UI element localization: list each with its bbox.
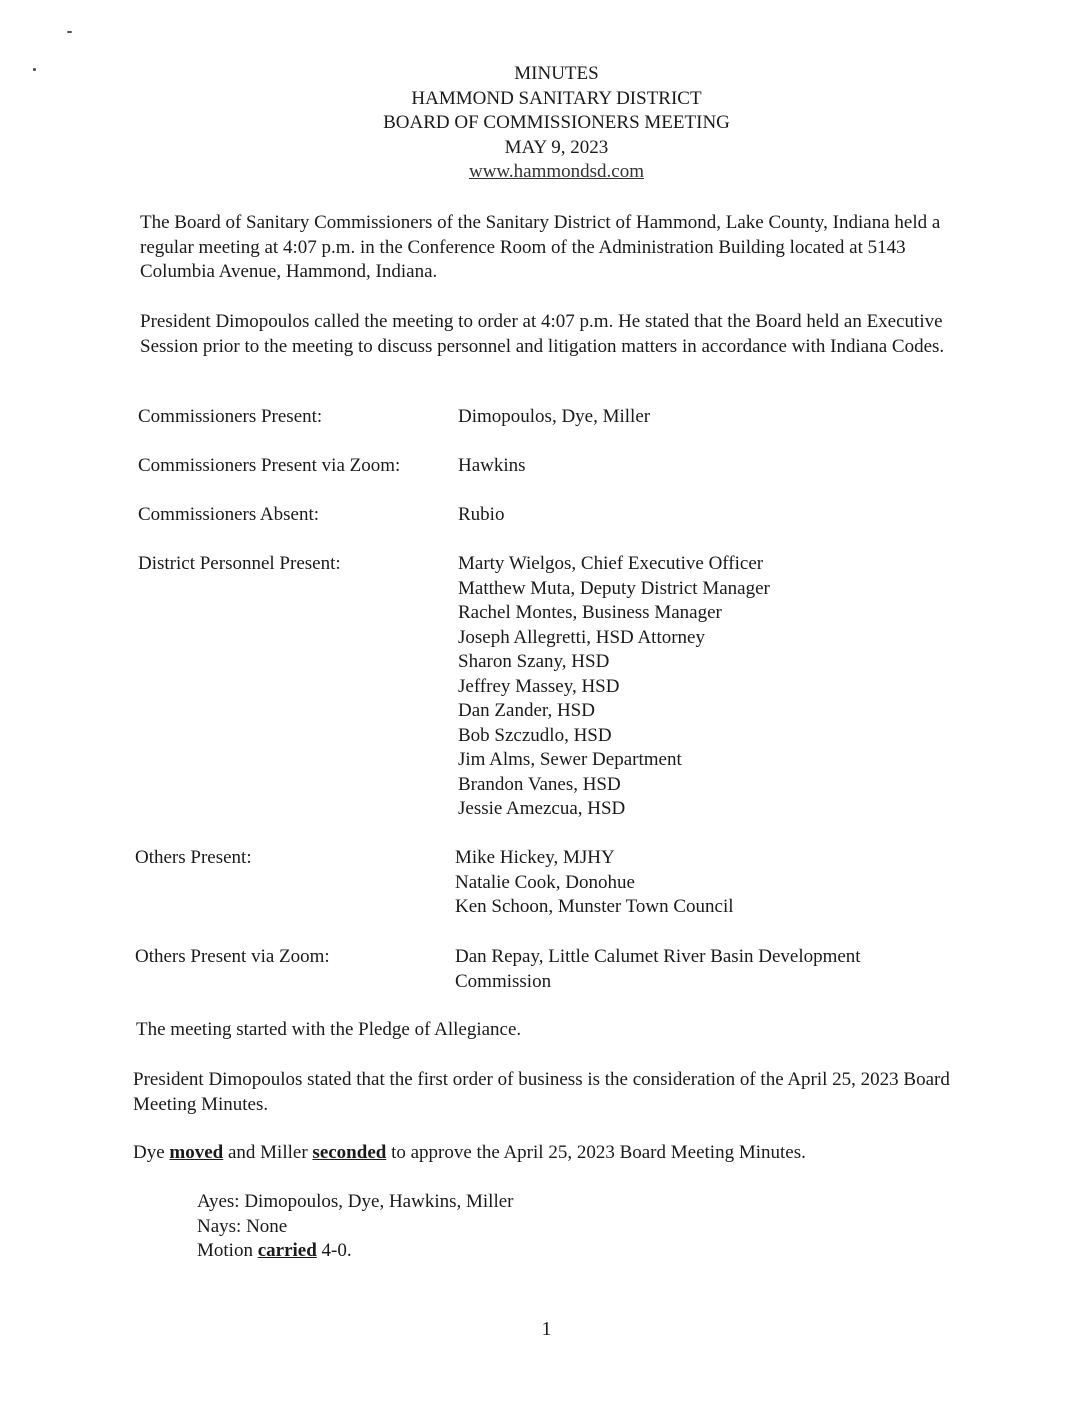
header-organization: HAMMOND SANITARY DISTRICT bbox=[411, 87, 702, 109]
list-item: Commission bbox=[455, 970, 552, 992]
motion-text: Dye bbox=[133, 1142, 170, 1163]
list-item: Marty Wielgos, Chief Executive Officer bbox=[458, 553, 764, 574]
others-zoom-list bbox=[455, 945, 925, 994]
list-item: Joseph Allegretti, HSD Attorney bbox=[458, 626, 705, 648]
others-present-list bbox=[455, 846, 925, 920]
header-title: MINUTES bbox=[514, 63, 599, 84]
list-item: Bob Szczudlo, HSD bbox=[458, 724, 612, 746]
nays-line: Nays: None bbox=[197, 1215, 288, 1237]
seconded-keyword: seconded bbox=[312, 1142, 387, 1163]
district-personnel-label: District Personnel Present: bbox=[138, 553, 341, 574]
list-item: Matthew Muta, Deputy District Manager bbox=[458, 577, 770, 599]
header-date: MAY 9, 2023 bbox=[504, 136, 609, 158]
list-item: Rachel Montes, Business Manager bbox=[458, 602, 722, 623]
list-item: Dan Repay, Little Calumet River Basin Development bbox=[455, 946, 861, 967]
list-item: Natalie Cook, Donohue bbox=[455, 871, 635, 893]
motion-text: and Miller bbox=[223, 1142, 313, 1163]
scan-speck bbox=[67, 31, 72, 33]
motion-result-prefix: Motion bbox=[197, 1240, 258, 1261]
motion-paragraph bbox=[133, 1141, 1003, 1166]
intro-paragraph: The Board of Sanitary Commissioners of the Sanitary District of Hammond, Lake County, Indiana held a regular meeting at 4:07 p.m. in the Conference Room of the Administration Building located at 5143 Columbia Avenue, Hammond, Indiana. bbox=[140, 212, 941, 282]
minutes-header bbox=[0, 62, 1088, 185]
ayes-line: Ayes: Dimopoulos, Dye, Hawkins, Miller bbox=[197, 1191, 514, 1212]
call-to-order-paragraph: President Dimopoulos called the meeting to order at 4:07 p.m. He stated that the Board held an Executive Session prior to the meeting to discuss personnel and litigation matters in accordance with Indiana Codes. bbox=[140, 311, 945, 357]
page-number: 1 bbox=[541, 1318, 552, 1340]
list-item: Jessie Amezcua, HSD bbox=[458, 798, 626, 819]
commissioners-absent-value: Rubio bbox=[458, 504, 505, 525]
motion-result-line bbox=[197, 1239, 697, 1264]
pledge-paragraph: The meeting started with the Pledge of Allegiance. bbox=[136, 1019, 522, 1040]
header-meeting: BOARD OF COMMISSIONERS MEETING bbox=[383, 112, 730, 133]
vote-record bbox=[197, 1190, 697, 1264]
moved-keyword: moved bbox=[169, 1142, 224, 1163]
list-item: Jeffrey Massey, HSD bbox=[458, 675, 620, 697]
list-item: Ken Schoon, Munster Town Council bbox=[455, 896, 734, 917]
website-link[interactable]: www.hammondsd.com bbox=[468, 161, 645, 182]
list-item: Dan Zander, HSD bbox=[458, 700, 595, 721]
district-personnel-list bbox=[458, 552, 928, 822]
list-item: Brandon Vanes, HSD bbox=[458, 773, 621, 795]
commissioners-zoom-label: Commissioners Present via Zoom: bbox=[138, 455, 401, 476]
list-item: Mike Hickey, MJHY bbox=[455, 847, 615, 868]
commissioners-present-label: Commissioners Present: bbox=[138, 406, 323, 427]
list-item: Jim Alms, Sewer Department bbox=[458, 749, 682, 770]
carried-keyword: carried bbox=[257, 1240, 317, 1261]
others-zoom-label: Others Present via Zoom: bbox=[135, 946, 330, 967]
list-item: Sharon Szany, HSD bbox=[458, 651, 610, 672]
motion-result-suffix: 4-0. bbox=[316, 1240, 352, 1261]
commissioners-zoom-value: Hawkins bbox=[458, 455, 526, 476]
first-business-paragraph: President Dimopoulos stated that the first order of business is the consideration of the April 25, 2023 Board Meeting Minutes. bbox=[133, 1069, 950, 1115]
commissioners-absent-label: Commissioners Absent: bbox=[138, 504, 320, 525]
motion-text: to approve the April 25, 2023 Board Meeting Minutes. bbox=[386, 1142, 806, 1163]
commissioners-present-value: Dimopoulos, Dye, Miller bbox=[458, 406, 651, 427]
others-present-label: Others Present: bbox=[135, 847, 252, 868]
